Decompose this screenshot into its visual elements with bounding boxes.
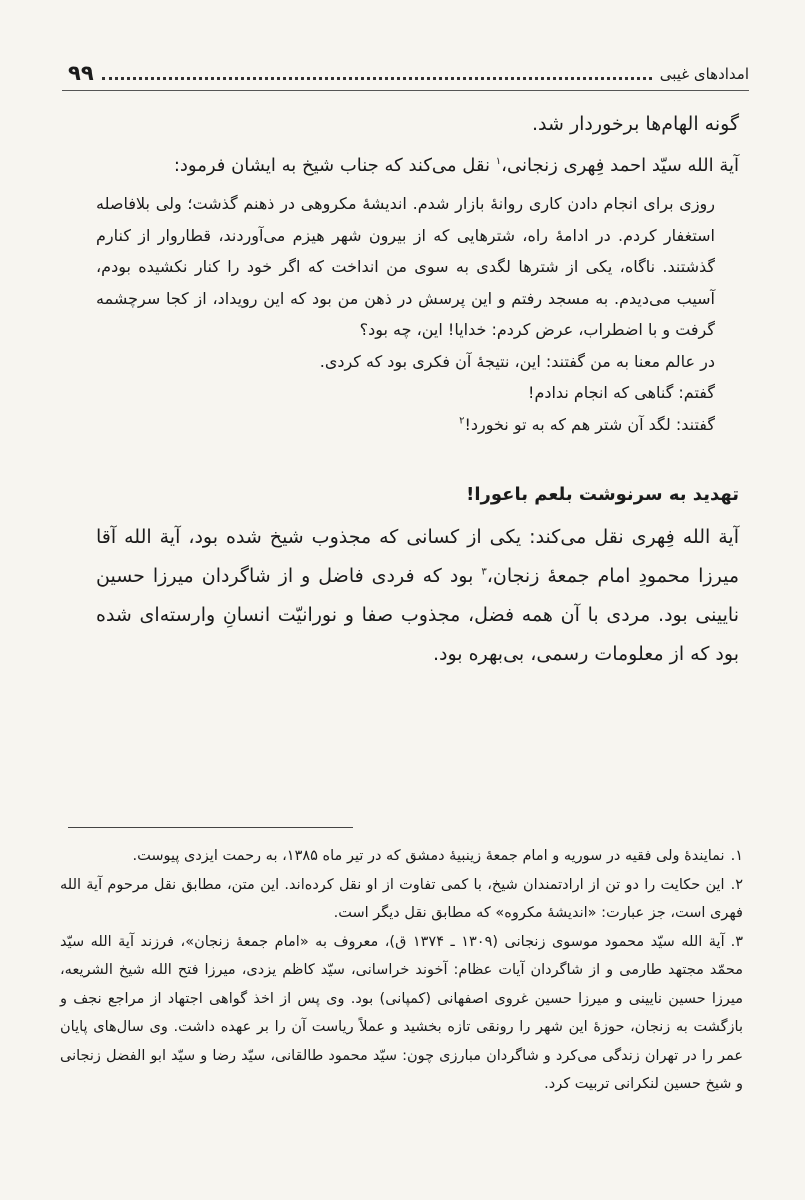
footnotes bbox=[60, 842, 743, 1099]
page-header bbox=[68, 56, 749, 86]
quote-paragraph: روزی برای انجام دادن کاری روانهٔ بازار شدم. اندیشهٔ مکروهی در ذهنم گذشت؛ ولی بلافاصله استغفار کردم. در ادامهٔ راه، شترهایی که از بیرون شهر هیزم می‌آوردند، قطاروار از کنارم گذشتند. ناگاه، یکی از شترها لگدی به سوی من انداخت که اگر خود را کنار نکشیده بودم، آسیب می‌دیدم. به مسجد رفتم و این پرسش در ذهن من بود که این رویداد، از کجا سرچشمه گرفت و با اضطراب، عرض کردم: خدایا! این، چه بود؟ bbox=[96, 194, 715, 339]
footnote bbox=[60, 928, 743, 1099]
footnote-number: ۱. bbox=[730, 848, 743, 864]
page-number: ۹۹ bbox=[68, 61, 94, 85]
footnote-text: آیة الله سیّد محمود موسوی زنجانی (۱۳۰۹ ـ ۱۳۷۴ ق)، معروف به «امام جمعهٔ زنجان»، فرزند آیة الله سیّد محمّد مجتهد طارمی و از شاگردان آیات عظام: آخوند خراسانی، سیّد کاظم یزدی، میرزا فتح الله شیخ الشریعه، میرزا حسین نایینی و میرزا حسین غروی اصفهانی (کمپانی) بود. وی پس از اخذ گواهی اجتهاد از مراجع نجف و بازگشت به زنجان، حوزهٔ این شهر را رونقی تازه بخشید و عملاً ریاست آن را بر عهده داشت. وی سال‌های پایان عمر را در تهران زندگی می‌کرد و شاگردان مبارزی چون: سیّد محمود طالقانی، سیّد رضا و سیّد ابو الفضل زنجانی و شیخ حسین لنکرانی تربیت کرد. bbox=[60, 933, 743, 1092]
story-text: آیة الله فِهری نقل می‌کند: یکی از کسانی که مجذوب شیخ شده بود، آیة الله آقا میرزا محمودِ امام جمعهٔ زنجان، bbox=[96, 526, 740, 587]
footnote bbox=[60, 871, 743, 928]
intro-text: آیة الله سیّد احمد فِهری زنجانی، bbox=[501, 155, 739, 176]
story-paragraph bbox=[96, 518, 739, 674]
quote-line: در عالم معنا به من گفتند: این، نتیجهٔ آن فکری بود که کردی. bbox=[319, 351, 715, 371]
header-rule bbox=[62, 90, 749, 91]
main-text bbox=[96, 104, 739, 674]
intro-paragraph bbox=[96, 150, 739, 182]
footnote-text: نمایندهٔ ولی فقیه در سوریه و امام جمعهٔ زینبیهٔ دمشق که در تیر ماه ۱۳۸۵، به رحمت ایزدی پیوست. bbox=[132, 848, 725, 864]
footnote-ref-3[interactable]: ۳ bbox=[481, 566, 487, 578]
footnote bbox=[60, 842, 743, 871]
running-title: امدادهای غیبی bbox=[659, 65, 749, 83]
footnote-rule bbox=[68, 827, 353, 828]
section-heading: تهدید به سرنوشت بلعم باعورا! bbox=[466, 484, 739, 505]
footnote-number: ۳. bbox=[730, 933, 744, 950]
story-text-rest: بود که فردی فاضل و از شاگردان میرزا حسین نایینی بود. مردی با آن همه فضل، مجذوب صفا و نورانیّت انسانِ وارسته‌ای شده بود که از معلومات رسمی، بی‌بهره بود. bbox=[96, 565, 739, 665]
quote-line bbox=[96, 409, 715, 441]
footnote-ref-1[interactable]: ۱ bbox=[495, 156, 502, 167]
quote-line: گفتم: گناهی که انجام ندادم! bbox=[528, 383, 715, 402]
quote-line-text: گفتند: لگد آن شتر هم که به تو نخورد! bbox=[464, 414, 715, 434]
opening-line: گونه الهام‌ها برخوردار شد. bbox=[532, 113, 739, 135]
footnote-text: این حکایت را دو تن از ارادتمندان شیخ، با کمی تفاوت از او نقل کرده‌اند. این متن، مطابق نقل مرحوم آیة الله فهری است، جز عبارت: «اندیشهٔ مکروه» که مطابق نقل دیگر است. bbox=[60, 876, 743, 921]
intro-text-rest: نقل می‌کند که جناب شیخ به ایشان فرمود: bbox=[173, 155, 496, 176]
footnote-ref-2[interactable]: ۲ bbox=[459, 415, 465, 427]
header-dot-leader bbox=[102, 77, 652, 80]
footnote-number: ۲. bbox=[730, 876, 743, 893]
